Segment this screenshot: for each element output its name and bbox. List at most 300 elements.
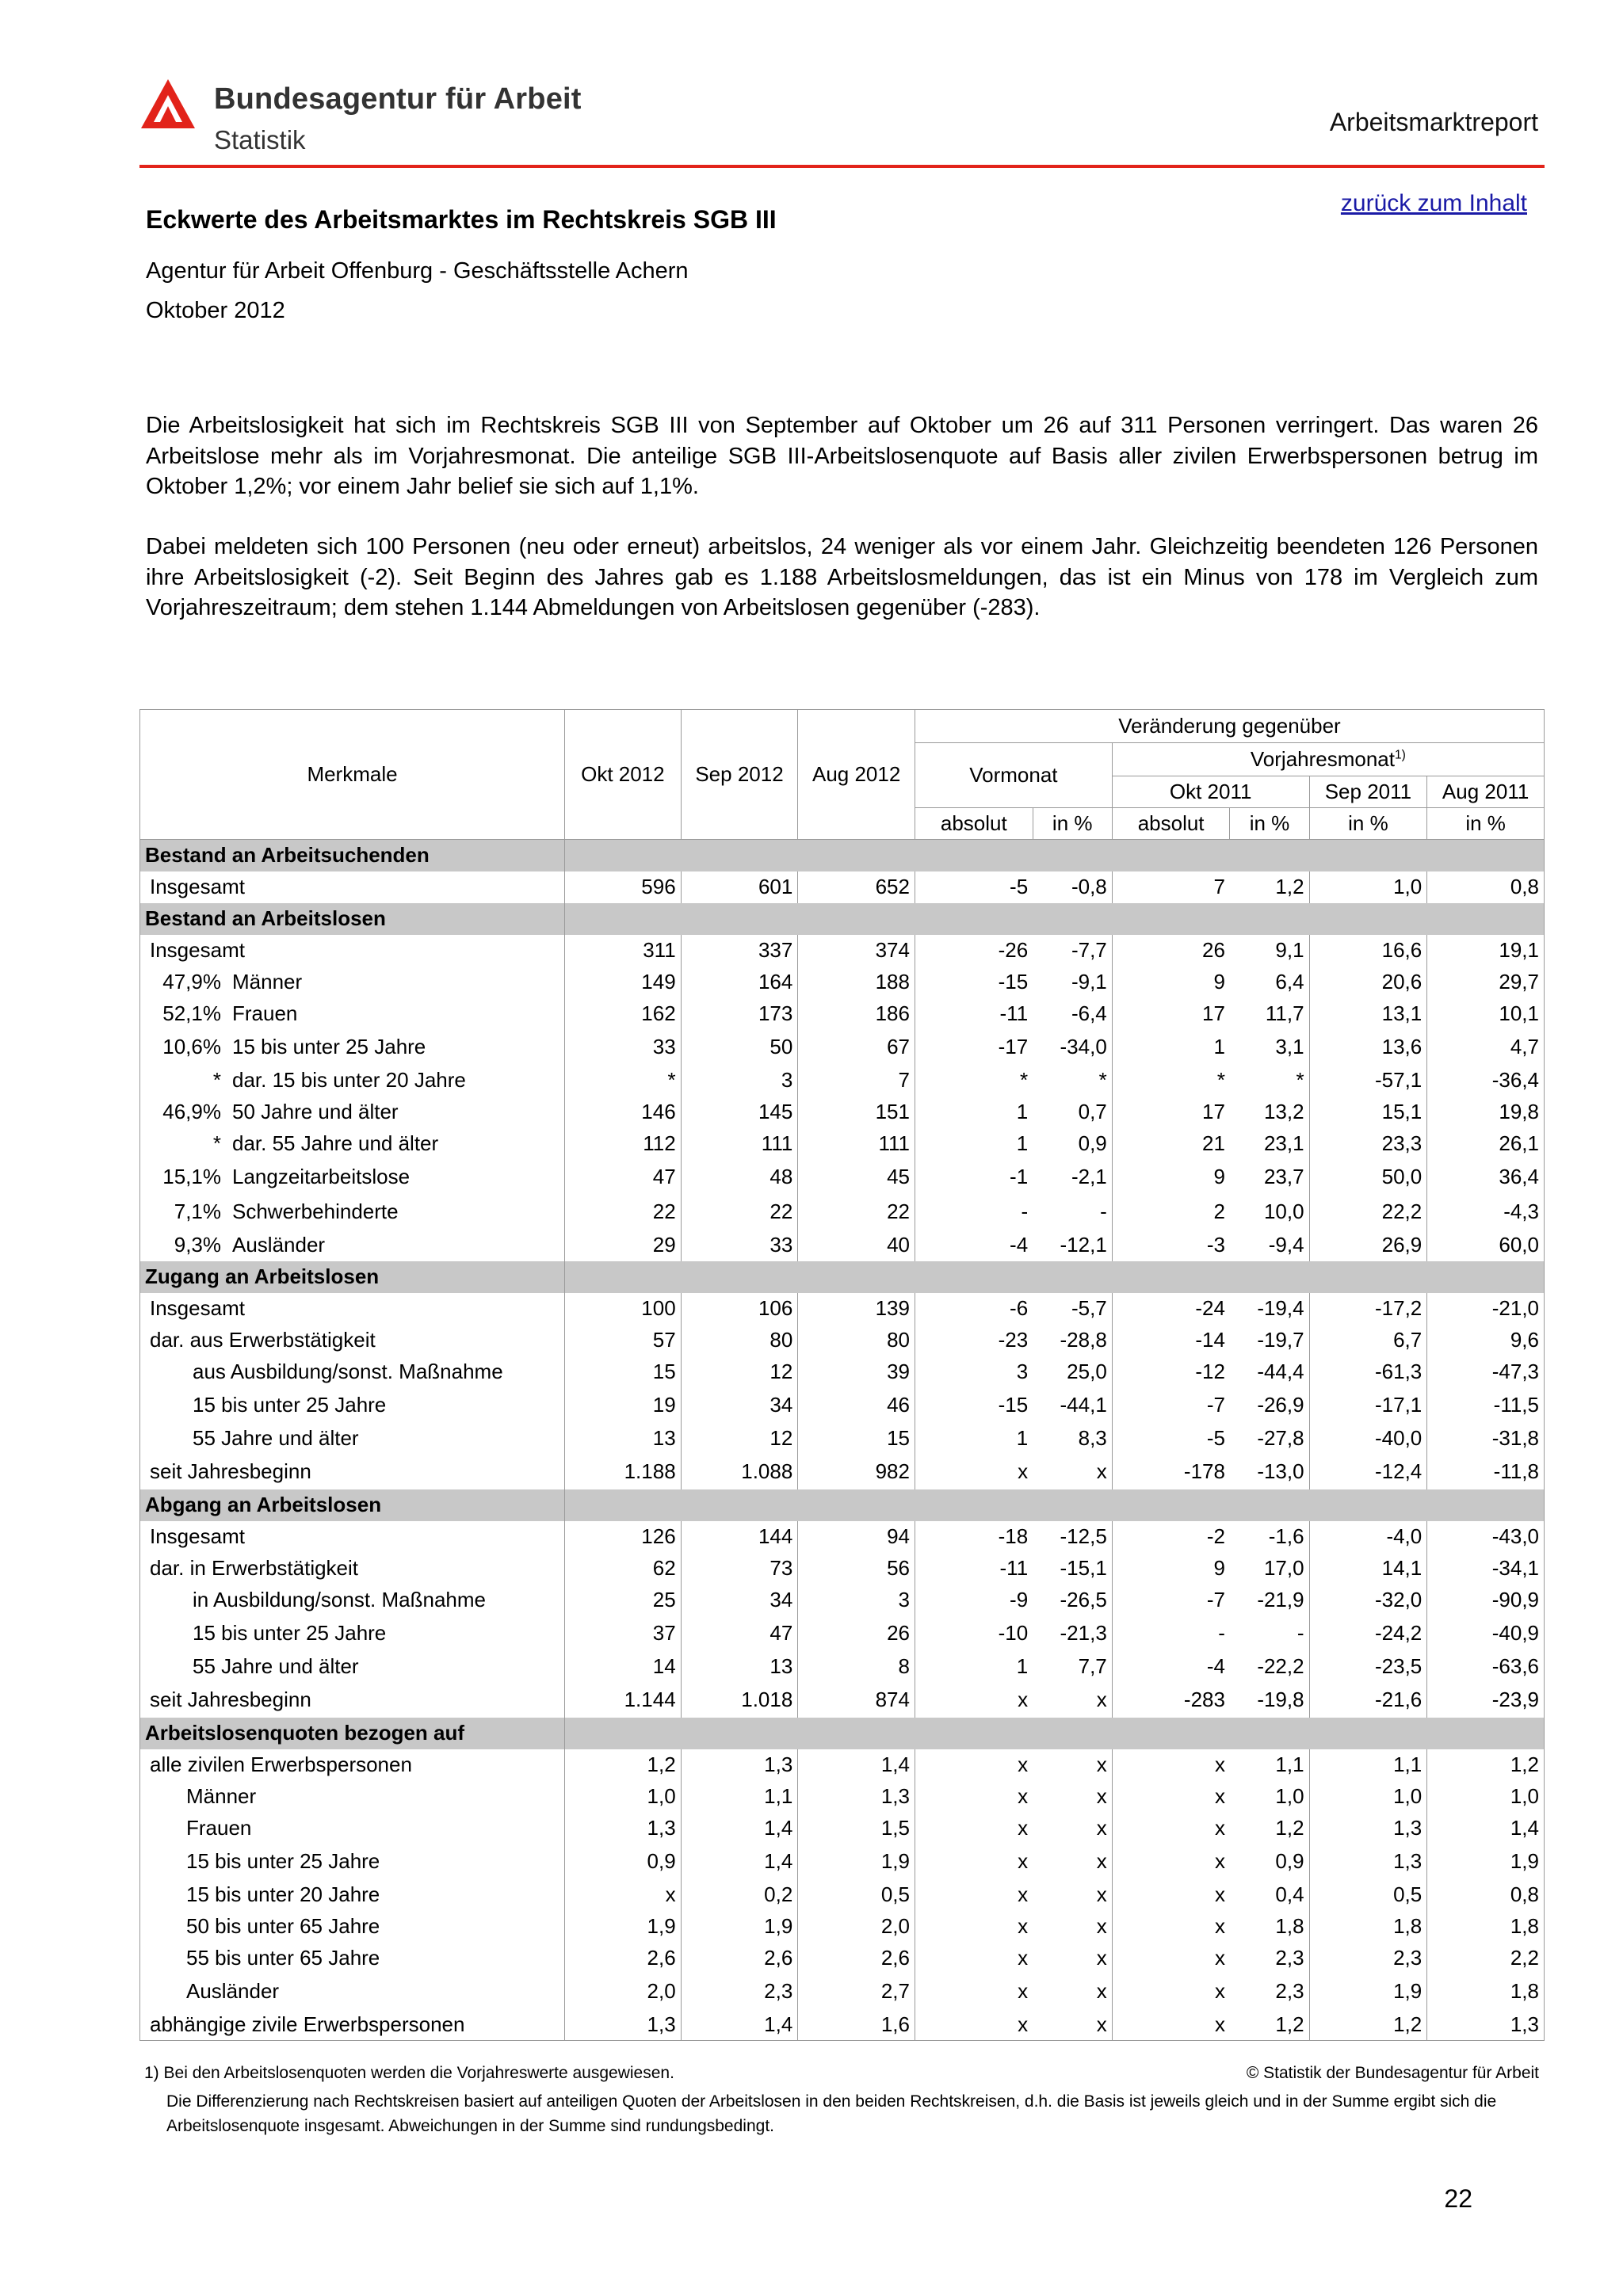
table-cell: - — [1230, 1616, 1309, 1651]
table-cell: 67 — [798, 1030, 915, 1065]
table-cell: 13,2 — [1230, 1097, 1309, 1128]
table-cell: -19,8 — [1230, 1683, 1309, 1718]
row-label — [140, 1030, 565, 1065]
table-cell: -1 — [915, 1160, 1033, 1195]
table-cell: -57,1 — [1309, 1065, 1427, 1097]
table-cell: 22 — [681, 1195, 798, 1230]
header-vorjahresmonat: Vorjahresmonat$^{1)}$ — [1112, 743, 1544, 776]
table-cell: 2,3 — [1230, 1974, 1309, 2009]
table-cell: -7 — [1112, 1388, 1230, 1423]
table-cell: 2,0 — [565, 1974, 682, 2009]
table-cell: x — [1112, 1781, 1230, 1813]
row-label — [140, 967, 565, 998]
header-sep2012: Sep 2012 — [681, 710, 798, 840]
table-cell: -43,0 — [1427, 1521, 1545, 1553]
table-cell: -10 — [915, 1616, 1033, 1651]
table-cell: 73 — [681, 1553, 798, 1585]
page-number: 22 — [1444, 2184, 1472, 2213]
table-cell: 1.088 — [681, 1455, 798, 1489]
table-row — [140, 871, 1545, 903]
row-label: Frauen — [140, 1813, 565, 1844]
table-cell: 3 — [681, 1065, 798, 1097]
header-vj-inpct: in % — [1230, 808, 1309, 840]
table-cell: 374 — [798, 935, 915, 967]
table-cell: x — [1033, 1455, 1112, 1489]
table-cell: 145 — [681, 1097, 798, 1128]
table-cell: 33 — [565, 1030, 682, 1065]
table-cell: 56 — [798, 1553, 915, 1585]
table-cell: 601 — [681, 871, 798, 903]
copyright: © Statistik der Bundesagentur für Arbeit — [1246, 2064, 1539, 2082]
table-cell: 3,1 — [1230, 1030, 1309, 1065]
table-cell: 1,5 — [798, 1813, 915, 1844]
table-cell: 0,5 — [1309, 1879, 1427, 1911]
table-cell: 1 — [915, 1097, 1033, 1128]
table-cell: 23,3 — [1309, 1128, 1427, 1160]
table-cell: 15 — [798, 1423, 915, 1455]
table-cell: 1,9 — [565, 1911, 682, 1943]
header-okt2011: Okt 2011 — [1112, 776, 1309, 808]
table-cell: 1,0 — [1427, 1781, 1545, 1813]
row-label-text: Frauen — [232, 1001, 298, 1025]
table-cell: - — [1112, 1616, 1230, 1651]
table-cell: 14 — [565, 1651, 682, 1683]
table-cell: 1 — [915, 1128, 1033, 1160]
table-cell: 4,7 — [1427, 1030, 1545, 1065]
table-cell: 17 — [1112, 998, 1230, 1030]
table-cell: - — [1033, 1195, 1112, 1230]
row-label-text: Schwerbehinderte — [232, 1199, 399, 1223]
table-row — [140, 1683, 1545, 1718]
row-label: dar. aus Erwerbstätigkeit — [140, 1325, 565, 1356]
table-cell: x — [915, 1879, 1033, 1911]
table-row — [140, 1325, 1545, 1356]
table-cell: x — [1033, 1911, 1112, 1943]
table-cell: 1,3 — [565, 2009, 682, 2041]
table-cell: 151 — [798, 1097, 915, 1128]
table-cell: 9 — [1112, 1160, 1230, 1195]
table-cell: -11 — [915, 998, 1033, 1030]
table-cell: 21 — [1112, 1128, 1230, 1160]
section-fill — [565, 1718, 1545, 1749]
table-cell: 26 — [798, 1616, 915, 1651]
table-row — [140, 1388, 1545, 1423]
table-cell: -90,9 — [1427, 1585, 1545, 1616]
table-cell: 23,1 — [1230, 1128, 1309, 1160]
table-row — [140, 1455, 1545, 1489]
table-cell: 94 — [798, 1521, 915, 1553]
table-cell: 1,2 — [1230, 1813, 1309, 1844]
table-cell: -14 — [1112, 1325, 1230, 1356]
row-label: 15 bis unter 25 Jahre — [140, 1616, 565, 1651]
table-cell: -24,2 — [1309, 1616, 1427, 1651]
table-cell: 146 — [565, 1097, 682, 1128]
org-subtitle: Statistik — [214, 125, 306, 154]
row-label: abhängige zivile Erwerbspersonen — [140, 2009, 565, 2041]
table-cell: x — [1033, 1781, 1112, 1813]
table-cell: 57 — [565, 1325, 682, 1356]
table-cell: 311 — [565, 935, 682, 967]
table-cell: 652 — [798, 871, 915, 903]
table-cell: 39 — [798, 1356, 915, 1388]
table-cell: x — [1033, 1683, 1112, 1718]
table-cell: 1,3 — [565, 1813, 682, 1844]
table-row — [140, 2009, 1545, 2041]
section-label: Arbeitslosenquoten bezogen auf — [140, 1718, 565, 1749]
header-vj-absolut: absolut — [1112, 808, 1230, 840]
table-cell: -19,7 — [1230, 1325, 1309, 1356]
table-cell: 50 — [681, 1030, 798, 1065]
table-cell: 162 — [565, 998, 682, 1030]
table-cell: 1,6 — [798, 2009, 915, 2041]
share-percent: * — [212, 1068, 221, 1092]
table-cell: 111 — [681, 1128, 798, 1160]
table-cell: 1,1 — [1309, 1749, 1427, 1781]
section-label: Zugang an Arbeitslosen — [140, 1261, 565, 1293]
section-fill — [565, 840, 1545, 871]
table-cell: 1,8 — [1427, 1911, 1545, 1943]
table-cell: -22,2 — [1230, 1651, 1309, 1683]
section-row — [140, 1261, 1545, 1293]
table-cell: -2,1 — [1033, 1160, 1112, 1195]
row-label — [140, 1230, 565, 1261]
table-row — [140, 1844, 1545, 1879]
table-cell: 186 — [798, 998, 915, 1030]
table-cell: - — [915, 1195, 1033, 1230]
table-cell: 1,4 — [798, 1749, 915, 1781]
table-cell: 37 — [565, 1616, 682, 1651]
table-cell: x — [1033, 1844, 1112, 1879]
row-label — [140, 1160, 565, 1195]
table-cell: 26,9 — [1309, 1230, 1427, 1261]
share-percent: 10,6% — [162, 1035, 221, 1058]
table-cell: -26,9 — [1230, 1388, 1309, 1423]
row-label: 55 Jahre und älter — [140, 1651, 565, 1683]
table-cell: -23,9 — [1427, 1683, 1545, 1718]
table-cell: -17,1 — [1309, 1388, 1427, 1423]
table-cell: 0,2 — [681, 1879, 798, 1911]
table-cell: 22 — [565, 1195, 682, 1230]
table-cell: 188 — [798, 967, 915, 998]
table-cell: -17 — [915, 1030, 1033, 1065]
table-cell: 2,6 — [565, 1943, 682, 1974]
table-cell: 1,2 — [1230, 2009, 1309, 2041]
table-cell: 17 — [1112, 1097, 1230, 1128]
table-cell: x — [1033, 1974, 1112, 2009]
table-row — [140, 1521, 1545, 1553]
footnote-marker: 1) — [1395, 748, 1406, 762]
row-label-text: 50 Jahre und älter — [232, 1100, 399, 1123]
table-cell: 0,9 — [1230, 1844, 1309, 1879]
table-row — [140, 1813, 1545, 1844]
table-cell: -12 — [1112, 1356, 1230, 1388]
share-percent: 7,1% — [174, 1199, 221, 1223]
table-row — [140, 1879, 1545, 1911]
table-cell: 1,3 — [1427, 2009, 1545, 2041]
table-cell: 9 — [1112, 967, 1230, 998]
table-cell: x — [915, 1455, 1033, 1489]
row-label: 50 bis unter 65 Jahre — [140, 1911, 565, 1943]
table-cell: x — [915, 2009, 1033, 2041]
table-cell: 2 — [1112, 1195, 1230, 1230]
table-cell: x — [1112, 1879, 1230, 1911]
table-cell: -0,8 — [1033, 871, 1112, 903]
header-veraenderung: Veränderung gegenüber — [915, 710, 1544, 743]
table-cell: 1,3 — [681, 1749, 798, 1781]
share-percent: 9,3% — [174, 1233, 221, 1257]
table-cell: * — [565, 1065, 682, 1097]
table-row — [140, 1749, 1545, 1781]
table-cell: * — [1230, 1065, 1309, 1097]
table-row — [140, 1293, 1545, 1325]
table-row — [140, 1585, 1545, 1616]
period-subtitle: Oktober 2012 — [146, 298, 285, 323]
table-cell: -5 — [1112, 1423, 1230, 1455]
table-cell: * — [915, 1065, 1033, 1097]
table-cell: 13 — [681, 1651, 798, 1683]
table-cell: -15 — [915, 967, 1033, 998]
row-label — [140, 998, 565, 1030]
table-row — [140, 1616, 1545, 1651]
table-row — [140, 1160, 1545, 1195]
table-cell: 14,1 — [1309, 1553, 1427, 1585]
table-cell: 2,3 — [1230, 1943, 1309, 1974]
table-cell: -32,0 — [1309, 1585, 1427, 1616]
table-cell: 23,7 — [1230, 1160, 1309, 1195]
table-cell: -178 — [1112, 1455, 1230, 1489]
table-cell: 34 — [681, 1585, 798, 1616]
table-cell: -9,1 — [1033, 967, 1112, 998]
table-cell: -15,1 — [1033, 1553, 1112, 1585]
table-cell: 2,2 — [1427, 1943, 1545, 1974]
table-cell: -34,0 — [1033, 1030, 1112, 1065]
table-cell: 0,9 — [1033, 1128, 1112, 1160]
table-cell: x — [1112, 1749, 1230, 1781]
table-cell: -4,3 — [1427, 1195, 1545, 1230]
header-okt2012: Okt 2012 — [565, 710, 682, 840]
table-cell: 2,7 — [798, 1974, 915, 2009]
agency-subtitle: Agentur für Arbeit Offenburg - Geschäftsstelle Achern — [146, 258, 689, 284]
table-cell: 6,4 — [1230, 967, 1309, 998]
table-cell: 7,7 — [1033, 1651, 1112, 1683]
share-percent: * — [212, 1131, 221, 1155]
table-cell: 40 — [798, 1230, 915, 1261]
table-cell: 17,0 — [1230, 1553, 1309, 1585]
table-cell: 982 — [798, 1455, 915, 1489]
table-row — [140, 1356, 1545, 1388]
row-label: 55 Jahre und älter — [140, 1423, 565, 1455]
table-cell: * — [1112, 1065, 1230, 1097]
table-cell: 1,0 — [1230, 1781, 1309, 1813]
section-label: Bestand an Arbeitslosen — [140, 903, 565, 935]
row-label: Männer — [140, 1781, 565, 1813]
table-cell: 1 — [1112, 1030, 1230, 1065]
row-label-text: dar. 55 Jahre und älter — [232, 1131, 439, 1155]
section-fill — [565, 903, 1545, 935]
row-label: Ausländer — [140, 1974, 565, 2009]
table-cell: -63,6 — [1427, 1651, 1545, 1683]
table-cell: -44,1 — [1033, 1388, 1112, 1423]
header-vm-inpct: in % — [1033, 808, 1112, 840]
table-body — [140, 840, 1545, 2041]
table-cell: 25 — [565, 1585, 682, 1616]
table-cell: 139 — [798, 1293, 915, 1325]
table-cell: 1,9 — [681, 1911, 798, 1943]
table-cell: 1,2 — [565, 1749, 682, 1781]
table-cell: 1,2 — [1427, 1749, 1545, 1781]
row-label-text: Ausländer — [232, 1233, 326, 1257]
section-label: Abgang an Arbeitslosen — [140, 1489, 565, 1521]
table-cell: 1 — [915, 1651, 1033, 1683]
share-percent: 52,1% — [162, 1001, 221, 1025]
table-row — [140, 1230, 1545, 1261]
table-cell: 874 — [798, 1683, 915, 1718]
table-cell: 60,0 — [1427, 1230, 1545, 1261]
table-cell: 1,0 — [1309, 1781, 1427, 1813]
header-vormonat: Vormonat — [915, 743, 1112, 808]
table-cell: -21,9 — [1230, 1585, 1309, 1616]
table-cell: 1,8 — [1309, 1911, 1427, 1943]
row-label: Insgesamt — [140, 935, 565, 967]
table-cell: -1,6 — [1230, 1521, 1309, 1553]
table-cell: 47 — [565, 1160, 682, 1195]
table-cell: -9,4 — [1230, 1230, 1309, 1261]
table-cell: 2,6 — [681, 1943, 798, 1974]
table-cell: 1,0 — [565, 1781, 682, 1813]
table-row — [140, 1553, 1545, 1585]
summary-paragraph-1: Die Arbeitslosigkeit hat sich im Rechtskreis SGB III von September auf Oktober um 26 auf 311 Personen verringert. Das waren 26 Arbeitslose mehr als im Vorjahresmonat. Die anteilige SGB III-Arbeitslosenquote auf Basis aller zivilen Erwerbspersonen betrug im Oktober 1,2%; vor einem Jahr belief sie sich auf 1,1%. — [146, 413, 1538, 499]
table-cell: 1,3 — [798, 1781, 915, 1813]
table-cell: 48 — [681, 1160, 798, 1195]
table-cell: 3 — [915, 1356, 1033, 1388]
header-merkmale: Merkmale — [140, 710, 565, 840]
footnote-1: 1) Bei den Arbeitslosenquoten werden die Vorjahreswerte ausgewiesen. — [144, 2064, 674, 2082]
table-cell: -4,0 — [1309, 1521, 1427, 1553]
table-cell: 29 — [565, 1230, 682, 1261]
table-cell: 1,2 — [1230, 871, 1309, 903]
table-cell: -9 — [915, 1585, 1033, 1616]
table-cell: x — [915, 1974, 1033, 2009]
table-cell: 2,6 — [798, 1943, 915, 1974]
table-cell: 11,7 — [1230, 998, 1309, 1030]
row-label: 15 bis unter 25 Jahre — [140, 1388, 565, 1423]
row-label — [140, 1097, 565, 1128]
table-cell: x — [1112, 1813, 1230, 1844]
table-cell: 8 — [798, 1651, 915, 1683]
table-cell: * — [1033, 1065, 1112, 1097]
table-cell: 111 — [798, 1128, 915, 1160]
table-cell: -3 — [1112, 1230, 1230, 1261]
table-row — [140, 1128, 1545, 1160]
header-aug2012: Aug 2012 — [798, 710, 915, 840]
table-cell: -19,4 — [1230, 1293, 1309, 1325]
table-cell: -11,8 — [1427, 1455, 1545, 1489]
table-cell: x — [1112, 1943, 1230, 1974]
table-row — [140, 1065, 1545, 1097]
table-cell: 1.188 — [565, 1455, 682, 1489]
back-to-contents-link[interactable]: zurück zum Inhalt — [1340, 190, 1527, 216]
ba-logo-icon — [139, 78, 197, 130]
table-cell: -21,6 — [1309, 1683, 1427, 1718]
row-label — [140, 1128, 565, 1160]
page-title: Eckwerte des Arbeitsmarktes im Rechtskreis SGB III — [146, 205, 777, 234]
table-cell: 13,1 — [1309, 998, 1427, 1030]
table-cell: x — [1112, 1974, 1230, 2009]
table-cell: x — [1033, 1879, 1112, 1911]
row-label: in Ausbildung/sonst. Maßnahme — [140, 1585, 565, 1616]
table-cell: 6,7 — [1309, 1325, 1427, 1356]
table-cell: 1,9 — [1427, 1844, 1545, 1879]
table-cell: 20,6 — [1309, 967, 1427, 998]
table-cell: 2,3 — [1309, 1943, 1427, 1974]
table-cell: x — [1033, 2009, 1112, 2041]
header-aug-inpct: in % — [1427, 808, 1545, 840]
table-cell: -23 — [915, 1325, 1033, 1356]
section-row — [140, 903, 1545, 935]
table-cell: -283 — [1112, 1683, 1230, 1718]
table-row — [140, 1974, 1545, 2009]
table-cell: 1,4 — [681, 1813, 798, 1844]
table-cell: 112 — [565, 1128, 682, 1160]
table-cell: 13 — [565, 1423, 682, 1455]
table-cell: -23,5 — [1309, 1651, 1427, 1683]
table-cell: -11,5 — [1427, 1388, 1545, 1423]
table-cell: -12,5 — [1033, 1521, 1112, 1553]
table-cell: -28,8 — [1033, 1325, 1112, 1356]
table-cell: -6,4 — [1033, 998, 1112, 1030]
table-cell: 13,6 — [1309, 1030, 1427, 1065]
table-cell: x — [1033, 1943, 1112, 1974]
section-row — [140, 1489, 1545, 1521]
table-cell: 173 — [681, 998, 798, 1030]
section-fill — [565, 1261, 1545, 1293]
row-label: alle zivilen Erwerbspersonen — [140, 1749, 565, 1781]
table-cell: 29,7 — [1427, 967, 1545, 998]
table-cell: 19,1 — [1427, 935, 1545, 967]
table-cell: -21,0 — [1427, 1293, 1545, 1325]
table-cell: 0,7 — [1033, 1097, 1112, 1128]
table-cell: -27,8 — [1230, 1423, 1309, 1455]
table-row — [140, 1781, 1545, 1813]
table-row — [140, 935, 1545, 967]
table-cell: -4 — [1112, 1651, 1230, 1683]
table-cell: 36,4 — [1427, 1160, 1545, 1195]
table-cell: -11 — [915, 1553, 1033, 1585]
table-cell: -18 — [915, 1521, 1033, 1553]
table-cell: 7 — [1112, 871, 1230, 903]
table-cell: x — [915, 1749, 1033, 1781]
footnote-2: Die Differenzierung nach Rechtskreisen basiert auf anteiligen Quoten der Arbeitslosen in den beiden Rechtskreisen, d.h. die Basis ist jeweils gleich und in der Summe ergibt sich die Arbeitslosenquote insgesamt. Abweichungen in der Summe sind rundungsbedingt. — [166, 2092, 1497, 2135]
row-label — [140, 1065, 565, 1097]
table-cell: x — [915, 1813, 1033, 1844]
table-cell: 1.018 — [681, 1683, 798, 1718]
header-sep2011: Sep 2011 — [1309, 776, 1427, 808]
table-row — [140, 1195, 1545, 1230]
table-cell: 12 — [681, 1356, 798, 1388]
table-cell: 15,1 — [1309, 1097, 1427, 1128]
table-cell: 26,1 — [1427, 1128, 1545, 1160]
table-cell: 1,4 — [681, 2009, 798, 2041]
table-cell: 80 — [798, 1325, 915, 1356]
table-cell: 15 — [565, 1356, 682, 1388]
header-vm-absolut: absolut — [915, 808, 1033, 840]
table-row — [140, 1943, 1545, 1974]
table-cell: 1,1 — [1230, 1749, 1309, 1781]
table-cell: x — [915, 1844, 1033, 1879]
table-cell: x — [1033, 1749, 1112, 1781]
table-cell: 9 — [1112, 1553, 1230, 1585]
row-label-text: Langzeitarbeitslose — [232, 1165, 411, 1188]
